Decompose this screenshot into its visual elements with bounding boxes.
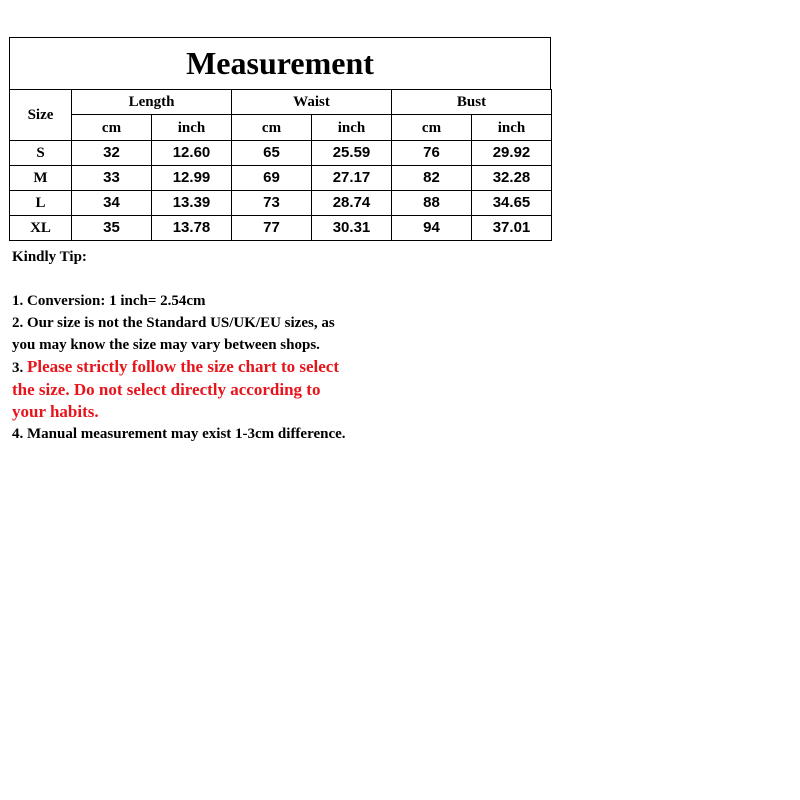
value-cell: 37.01 bbox=[472, 216, 552, 241]
unit-header: inch bbox=[152, 115, 232, 141]
note-conversion: 1. Conversion: 1 inch= 2.54cm bbox=[12, 293, 206, 309]
note-standard-sizes-cont: you may know the size may vary between shops. bbox=[12, 337, 320, 353]
warning-text: Please strictly follow the size chart to select bbox=[27, 357, 340, 376]
value-cell: 32 bbox=[72, 141, 152, 166]
note-standard-sizes: 2. Our size is not the Standard US/UK/EU sizes, as bbox=[12, 315, 335, 331]
value-cell: 77 bbox=[232, 216, 312, 241]
bust-header: Bust bbox=[392, 90, 552, 115]
length-header: Length bbox=[72, 90, 232, 115]
value-cell: 65 bbox=[232, 141, 312, 166]
note-number: 3. bbox=[12, 360, 27, 376]
group-header-row bbox=[10, 90, 552, 115]
waist-header: Waist bbox=[232, 90, 392, 115]
size-chart bbox=[9, 37, 551, 241]
size-cell: M bbox=[10, 166, 72, 191]
unit-header-row bbox=[10, 115, 552, 141]
value-cell: 94 bbox=[392, 216, 472, 241]
value-cell: 13.78 bbox=[152, 216, 232, 241]
table-row bbox=[10, 191, 552, 216]
value-cell: 76 bbox=[392, 141, 472, 166]
value-cell: 34 bbox=[72, 191, 152, 216]
note-follow-chart bbox=[12, 356, 392, 379]
value-cell: 30.31 bbox=[312, 216, 392, 241]
warning-text-end: your habits. bbox=[12, 402, 99, 421]
value-cell: 34.65 bbox=[472, 191, 552, 216]
kindly-tip-notes bbox=[12, 246, 392, 445]
value-cell: 33 bbox=[72, 166, 152, 191]
table-row bbox=[10, 141, 552, 166]
value-cell: 69 bbox=[232, 166, 312, 191]
measurement-table bbox=[9, 89, 552, 241]
size-header: Size bbox=[10, 90, 72, 141]
size-cell: L bbox=[10, 191, 72, 216]
value-cell: 35 bbox=[72, 216, 152, 241]
value-cell: 12.60 bbox=[152, 141, 232, 166]
value-cell: 29.92 bbox=[472, 141, 552, 166]
unit-header: cm bbox=[72, 115, 152, 141]
value-cell: 82 bbox=[392, 166, 472, 191]
value-cell: 12.99 bbox=[152, 166, 232, 191]
unit-header: cm bbox=[232, 115, 312, 141]
unit-header: inch bbox=[312, 115, 392, 141]
value-cell: 27.17 bbox=[312, 166, 392, 191]
value-cell: 32.28 bbox=[472, 166, 552, 191]
value-cell: 73 bbox=[232, 191, 312, 216]
table-row bbox=[10, 216, 552, 241]
warning-text-cont: the size. Do not select directly according to bbox=[12, 380, 321, 399]
table-row bbox=[10, 166, 552, 191]
value-cell: 28.74 bbox=[312, 191, 392, 216]
chart-title: Measurement bbox=[9, 37, 551, 89]
value-cell: 13.39 bbox=[152, 191, 232, 216]
value-cell: 88 bbox=[392, 191, 472, 216]
unit-header: inch bbox=[472, 115, 552, 141]
value-cell: 25.59 bbox=[312, 141, 392, 166]
size-cell: S bbox=[10, 141, 72, 166]
unit-header: cm bbox=[392, 115, 472, 141]
notes-heading: Kindly Tip: bbox=[12, 249, 87, 265]
size-cell: XL bbox=[10, 216, 72, 241]
note-manual-measurement: 4. Manual measurement may exist 1-3cm difference. bbox=[12, 426, 346, 442]
